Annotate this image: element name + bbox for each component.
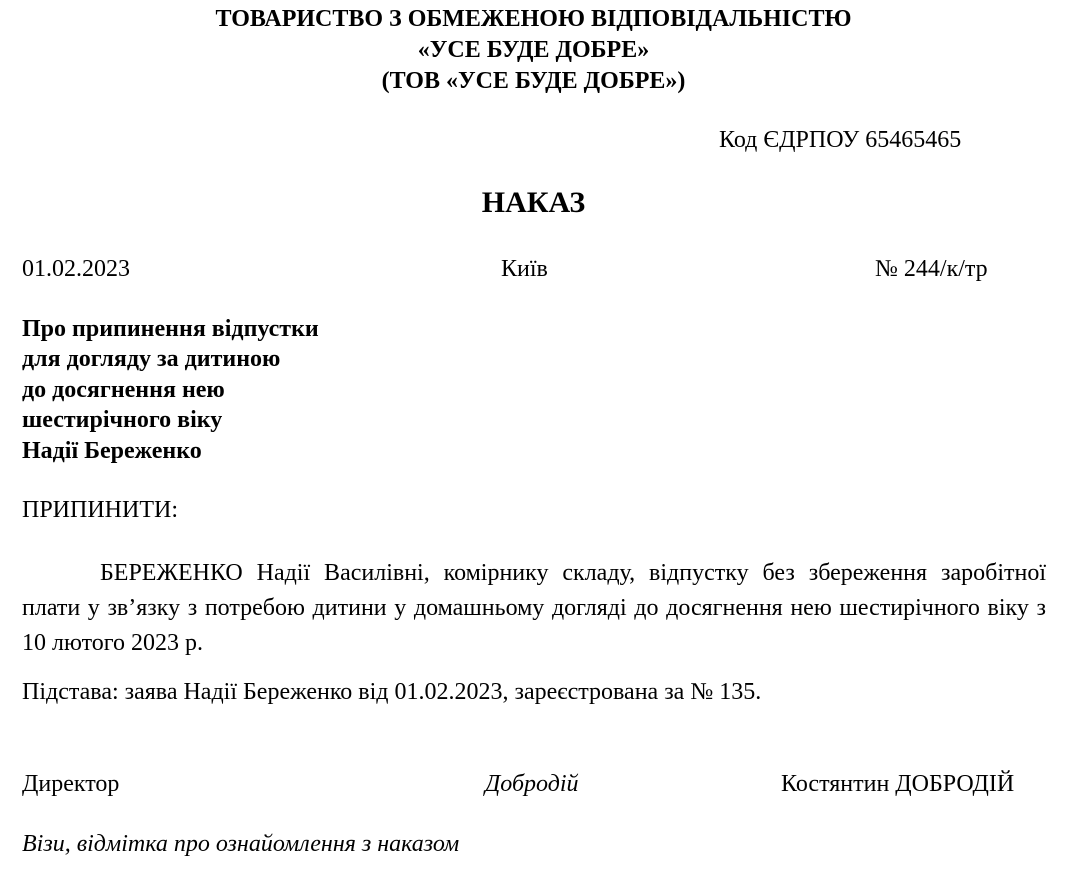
signature: Добродій	[485, 771, 579, 797]
company-name-line2: «УСЕ БУДЕ ДОБРЕ»	[417, 37, 650, 63]
footer-note: Візи, відмітка про ознайомлення з наказом	[22, 831, 460, 857]
order-body-paragraph: БЕРЕЖЕНКО Надії Василівні, комірнику складу, відпустку без збереження заробітної плати у зв’язку з потребою дитини у домашньому догляді до досягнення нею шестирічного віку з 10 лютого 2023 р.	[22, 560, 1046, 656]
basis-line: Підстава: заява Надії Береженко від 01.02.2023, зареєстрована за № 135.	[22, 679, 762, 705]
order-date: 01.02.2023	[22, 256, 130, 282]
order-number: № 244/к/тр	[875, 256, 988, 282]
document-title: НАКАЗ	[481, 186, 586, 219]
signatory-name: Костянтин ДОБРОДІЙ	[781, 771, 1015, 797]
subject-line: Про припинення відпустки	[22, 316, 319, 342]
edrpou-code: Код ЄДРПОУ 65465465	[719, 127, 962, 153]
company-short-name: (ТОВ «УСЕ БУДЕ ДОБРЕ»)	[381, 68, 686, 94]
company-name-line1: ТОВАРИСТВО З ОБМЕЖЕНОЮ ВІДПОВІДАЛЬНІСТЮ	[215, 6, 852, 32]
order-city: Київ	[501, 256, 548, 282]
subject-line: Надії Береженко	[22, 438, 202, 464]
subject-line: для догляду за дитиною	[22, 346, 281, 372]
subject-line: до досягнення нею	[22, 377, 225, 403]
directive-word: ПРИПИНИТИ:	[22, 497, 178, 523]
subject-line: шестирічного віку	[22, 407, 223, 433]
signatory-position: Директор	[22, 771, 120, 797]
